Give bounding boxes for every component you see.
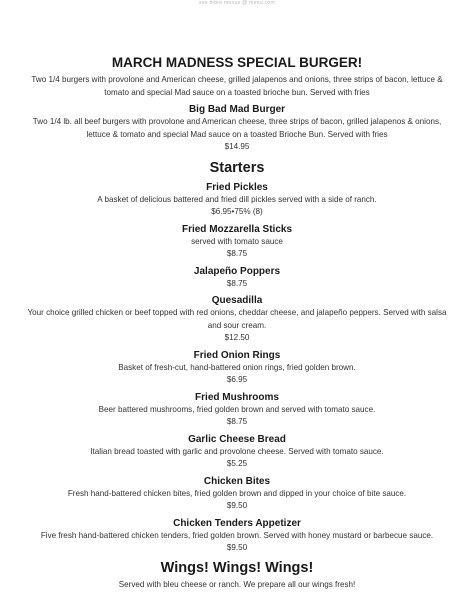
starter-item [22,391,452,429]
item-description: Basket of fresh-cut, hand-battered onion rings, fried golden brown. [118,362,356,372]
wings-description: Served with bleu cheese or ranch. We prepare all our wings fresh! [118,579,356,589]
item-name: Chicken Tenders Appetizer [173,517,301,529]
item-description: Five fresh hand-battered chicken tenders, fried golden brown. Served with honey mustard or barbecue sauce. [40,530,434,540]
item-description: Your choice grilled chicken or beef topped with red onions, cheddar cheese, and jalapeño peppers. Served with salsa and sour cream. [27,308,447,330]
item-description: served with tomato sauce [191,236,283,246]
item-price-big-bad-mad-burger: $14.95 [224,142,250,151]
watermark: see more menus @ menu.com [199,0,275,6]
item-price: $6.95•75% (8) [211,207,263,216]
item-price: $9.50 [226,543,248,552]
item-price: $8.75 [226,417,248,426]
item-name: Fried Pickles [206,181,268,193]
item-price: $9.50 [226,501,248,510]
item-price: $5.25 [226,459,248,468]
item-name: Jalapeño Poppers [193,265,281,277]
starter-item [22,433,452,471]
starter-item [22,475,452,513]
item-description: Italian bread toasted with garlic and provolone cheese. Served with tomato sauce. [90,446,384,456]
item-name-big-bad-mad-burger: Big Bad Mad Burger [188,104,286,115]
item-price: $8.75 [226,249,248,258]
starter-item [22,517,452,555]
special-title: MARCH MADNESS SPECIAL BURGER! [111,55,363,70]
starter-item [22,349,452,387]
item-description: Beer battered mushrooms, fried golden brown and served with tomato sauce. [98,404,376,414]
item-name: Garlic Cheese Bread [188,433,286,445]
item-price: $6.95 [226,375,248,384]
menu-page [22,54,452,591]
item-name: Fried Mozzarella Sticks [181,223,293,235]
item-description: A basket of delicious battered and fried dill pickles served with a side of ranch. [97,194,377,204]
item-price: $8.75 [226,278,248,288]
item-price: $12.50 [224,333,250,342]
item-name: Quesadilla [211,295,263,306]
section-heading-wings: Wings! Wings! Wings! [160,559,314,576]
starter-item [22,294,452,345]
starter-item [22,223,452,261]
starter-item [22,265,452,291]
item-name: Chicken Bites [203,475,271,487]
item-name: Fried Mushrooms [195,391,279,403]
item-name: Fried Onion Rings [193,349,281,361]
item-description-big-bad-mad-burger: Two 1/4 lb. all beef burgers with provolone and American cheese, three strips of bacon, grilled jalapenos & onions, lettuce & tomato and special Mad sauce on a toasted Brioche Bun. Served with fries [32,117,442,139]
starter-item [22,181,452,219]
special-description: Two 1/4 burgers with provolone and American cheese, grilled jalapenos and onions, three strips of bacon, lettuce & tomato and special Mad sauce on a toasted brioche bun. Served with fries [31,75,443,97]
item-description: Fresh hand-battered chicken bites, fried golden brown and dipped in your choice of bite sauce. [67,488,407,498]
section-heading-starters: Starters [209,159,265,176]
